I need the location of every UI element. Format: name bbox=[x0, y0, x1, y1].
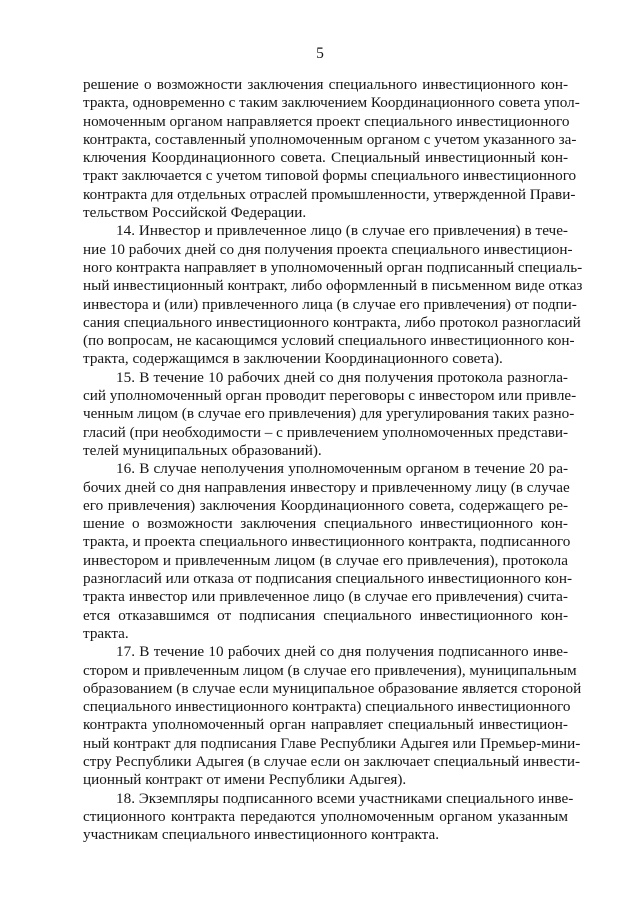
text-line: сания специального инвестиционного контракта, либо протокол разногласий bbox=[83, 313, 581, 331]
text-line: номоченным органом направляется проект специального инвестиционного bbox=[83, 112, 570, 130]
text-line: стором и привлеченным лицом (в случае его привлечения), муниципальным bbox=[83, 661, 577, 679]
paragraph-item-16 bbox=[83, 460, 573, 643]
text-line: контракта, составленный уполномоченным органом с учетом указанного за- bbox=[83, 130, 577, 148]
text-line: инвестором и привлеченным лицом (в случае его привлечения), протокола bbox=[83, 551, 568, 569]
text-line: телей муниципальных образований). bbox=[83, 441, 322, 459]
text-line: тракта инвестор или привлеченное лицо (в случае его привлечения) счита- bbox=[83, 588, 568, 606]
page-number: 5 bbox=[316, 45, 324, 62]
text-line: ключения Координационного совета. Специальный инвестиционный кон- bbox=[83, 149, 568, 167]
text-line: контракта для отдельных отраслей промышленности, утвержденной Прави- bbox=[83, 185, 576, 203]
text-line: тракта, одновременно с таким заключением Координационного совета упол- bbox=[83, 94, 580, 112]
text-line: шение о возможности заключения специального инвестиционного кон- bbox=[83, 515, 568, 533]
text-line: ный инвестиционный контракт, либо оформленный в письменном виде отказ bbox=[83, 277, 583, 295]
text-line: 17. В течение 10 рабочих дней со дня получения подписанного инве- bbox=[116, 643, 568, 661]
paragraph-item-18 bbox=[83, 789, 574, 845]
text-line: ного контракта направляет в уполномоченный орган подписанный специаль- bbox=[83, 258, 583, 276]
text-line: сий уполномоченный орган проводит переговоры с инвестором или привле- bbox=[83, 387, 577, 405]
text-line: стиционного контракта передаются уполномоченным органом указанным bbox=[83, 807, 568, 825]
text-line: разногласий или отказа от подписания специального инвестиционного кон- bbox=[83, 570, 573, 588]
text-line: ется отказавшимся от подписания специального инвестиционного кон- bbox=[83, 606, 568, 624]
text-line: (по вопросам, не касающимся условий специального инвестиционного кон- bbox=[83, 332, 575, 350]
text-line: тельством Российской Федерации. bbox=[83, 204, 307, 222]
paragraph-item-14 bbox=[83, 222, 583, 368]
text-line: стру Республики Адыгея (в случае если он заключает специальный инвести- bbox=[83, 752, 581, 770]
text-line: тракта, и проекта специального инвестиционного контракта, подписанного bbox=[83, 533, 571, 551]
text-line: тракта. bbox=[83, 624, 129, 642]
text-line: участникам специального инвестиционного контракта. bbox=[83, 826, 440, 844]
text-line: ние 10 рабочих дней со дня получения проекта специального инвестицион- bbox=[83, 240, 573, 258]
text-line: решение о возможности заключения специального инвестиционного кон- bbox=[83, 76, 568, 93]
text-line: ченным лицом (в случае его привлечения) для урегулирования таких разно- bbox=[83, 405, 575, 423]
text-line: тракта, содержащимся в заключении Координационного совета). bbox=[83, 350, 503, 368]
text-line: специального инвестиционного контракта) специального инвестиционного bbox=[83, 698, 571, 716]
text-line: контракта уполномоченный орган направляет специальный инвестицион- bbox=[83, 716, 568, 734]
text-line: 18. Экземпляры подписанного всеми участниками специального инве- bbox=[116, 789, 574, 807]
text-line: его привлечения) заключения Координационного совета, содержащего ре- bbox=[83, 496, 568, 514]
paragraph-intro bbox=[83, 76, 580, 222]
text-line: ционный контракт от имени Республики Адыгея). bbox=[83, 771, 407, 789]
text-line: бочих дней со дня направления инвестору и привлеченному лицу (в случае bbox=[83, 478, 570, 496]
text-line: образованием (в случае если муниципальное образование является стороной bbox=[83, 679, 582, 697]
text-line: тракт заключается с учетом типовой формы специального инвестиционного bbox=[83, 167, 577, 185]
paragraph-item-15 bbox=[83, 368, 577, 460]
text-line: 16. В случае неполучения уполномоченным органом в течение 20 ра- bbox=[116, 460, 568, 478]
text-line: инвестора и (или) привлеченного лица (в случае его привлечения) от подпи- bbox=[83, 295, 577, 313]
paragraph-item-17 bbox=[83, 643, 582, 789]
document-body bbox=[83, 76, 583, 844]
text-line: гласий (при необходимости – с привлечением уполномоченных представи- bbox=[83, 423, 569, 441]
text-line: 14. Инвестор и привлеченное лицо (в случае его привлечения) в тече- bbox=[116, 222, 568, 240]
text-line: ный контракт для подписания Главе Республики Адыгея или Премьер-мини- bbox=[83, 734, 581, 752]
text-line: 15. В течение 10 рабочих дней со дня получения протокола разногла- bbox=[116, 368, 568, 386]
